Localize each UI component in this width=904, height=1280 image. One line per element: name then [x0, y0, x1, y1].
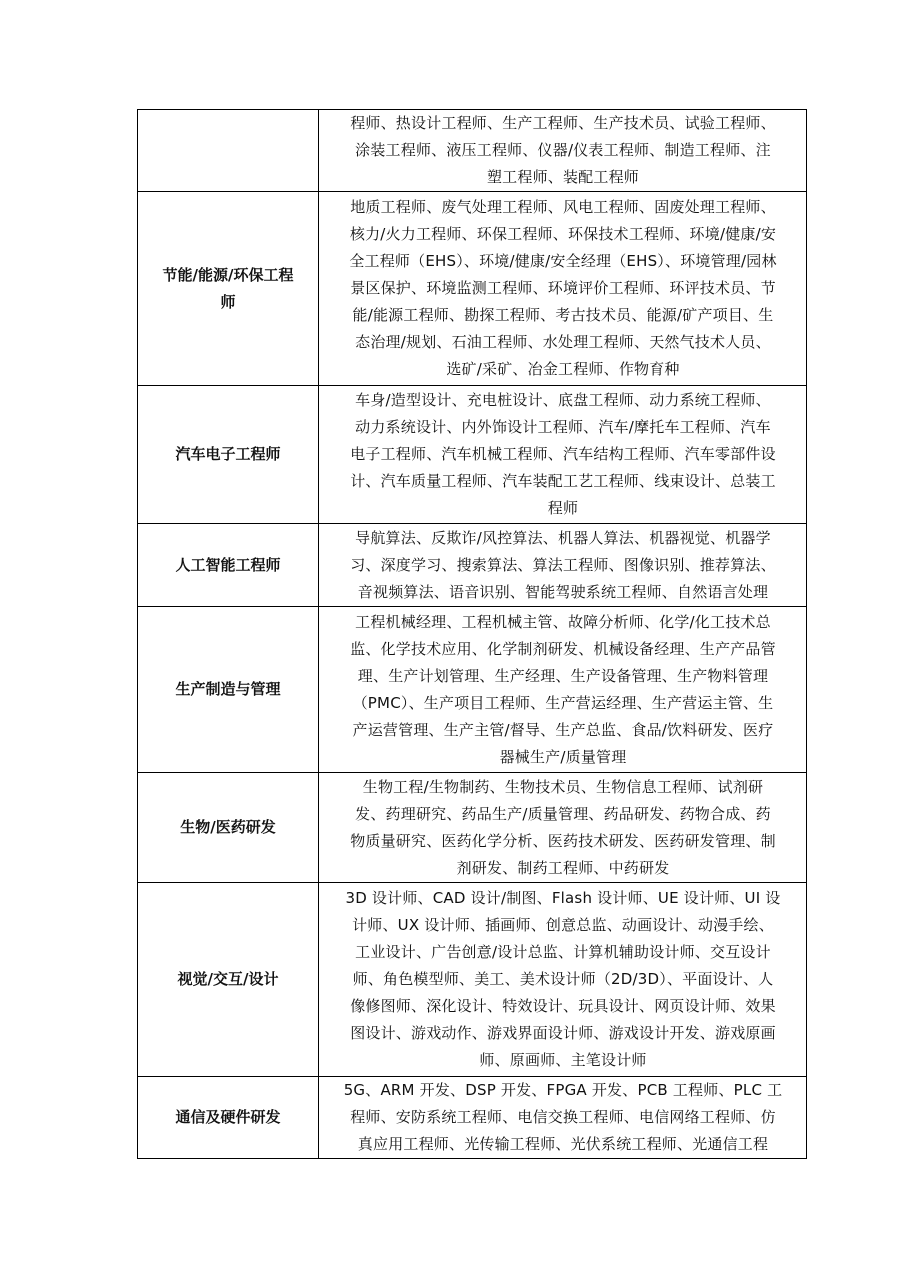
job-table-body	[138, 110, 807, 1159]
job-titles-cell	[319, 773, 807, 883]
job-titles-cell	[319, 607, 807, 773]
job-titles-line: 师、角色模型师、美工、美术设计师（2D/3D）、平面设计、人	[352, 970, 774, 988]
job-titles-cell	[319, 110, 807, 192]
job-titles-line: 发、药理研究、药品生产/质量管理、药品研发、药物合成、药	[355, 804, 771, 823]
category-cell: 生产制造与管理	[138, 607, 319, 773]
job-titles-cell	[319, 386, 807, 524]
category-cell: 通信及硬件研发	[138, 1077, 319, 1159]
job-titles-line: 导航算法、反欺诈/风控算法、机器人算法、机器视觉、机器学	[355, 528, 771, 547]
job-titles-line: 监、化学技术应用、化学制剂研发、机械设备经理、生产产品管	[350, 639, 776, 658]
job-titles-line: 师、原画师、主笔设计师	[479, 1051, 647, 1069]
job-titles-line: 核力/火力工程师、环保工程师、环保技术工程师、环境/健康/安	[349, 225, 777, 243]
table-row	[138, 773, 807, 883]
job-titles-line: 能/能源工程师、勘探工程师、考古技术员、能源/矿产项目、生	[352, 306, 774, 324]
job-titles-line: 图设计、游戏动作、游戏界面设计师、游戏设计开发、游戏原画	[350, 1024, 776, 1042]
job-titles-line: 3D 设计师、CAD 设计/制图、Flash 设计师、UE 设计师、UI 设	[345, 889, 781, 907]
job-titles-line: 产运营管理、生产主管/督导、生产总监、食品/饮料研发、医疗	[352, 720, 774, 739]
job-titles-line: 全工程师（EHS）、环境/健康/安全经理（EHS）、环境管理/园林	[349, 252, 777, 270]
job-titles-line: 态治理/规划、石油工程师、水处理工程师、天然气技术人员、	[355, 333, 771, 351]
job-titles-line: 生物工程/生物制药、生物技术员、生物信息工程师、试剂研	[362, 777, 764, 796]
table-row	[138, 524, 807, 607]
job-titles-line: 工业设计、广告创意/设计总监、计算机辅助设计师、交互设计	[355, 943, 771, 961]
category-cell: 汽车电子工程师	[138, 386, 319, 524]
job-titles-line: 地质工程师、废气处理工程师、风电工程师、固废处理工程师、	[350, 198, 776, 216]
job-titles-line: 塑工程师、装配工程师	[486, 168, 639, 186]
job-titles-line: 习、深度学习、搜索算法、算法工程师、图像识别、推荐算法、	[350, 555, 776, 574]
job-titles-line: 电子工程师、汽车机械工程师、汽车结构工程师、汽车零部件设	[350, 445, 776, 463]
job-titles-line: 器械生产/质量管理	[499, 747, 627, 766]
table-row	[138, 607, 807, 773]
job-titles-line: 真应用工程师、光传输工程师、光伏系统工程师、光通信工程	[357, 1135, 769, 1153]
job-titles-line: 景区保护、环境监测工程师、环境评价工程师、环评技术员、节	[350, 279, 776, 297]
job-titles-line: 剂研发、制药工程师、中药研发	[456, 858, 670, 877]
table-row	[138, 192, 807, 386]
job-titles-line: 5G、ARM 开发、DSP 开发、FPGA 开发、PCB 工程师、PLC 工	[343, 1081, 783, 1099]
job-titles-cell	[319, 524, 807, 607]
job-titles-line: 车身/造型设计、充电桩设计、底盘工程师、动力系统工程师、	[355, 391, 771, 409]
job-titles-cell	[319, 883, 807, 1077]
category-cell: 生物/医药研发	[138, 773, 319, 883]
job-titles-line: 程师、热设计工程师、生产工程师、生产技术员、试验工程师、	[350, 114, 776, 132]
job-titles-line: 动力系统设计、内外饰设计工程师、汽车/摩托车工程师、汽车	[355, 418, 771, 436]
job-titles-line: 理、生产计划管理、生产经理、生产设备管理、生产物料管理	[357, 666, 769, 685]
job-titles-line: 计师、UX 设计师、插画师、创意总监、动画设计、动漫手绘、	[352, 916, 774, 934]
job-titles-line: 音视频算法、语音识别、智能驾驶系统工程师、自然语言处理	[357, 582, 769, 601]
job-titles-cell	[319, 192, 807, 386]
table-row	[138, 1077, 807, 1159]
job-titles-line: 程师、安防系统工程师、电信交换工程师、电信网络工程师、仿	[350, 1108, 776, 1126]
category-cell: 视觉/交互/设计	[138, 883, 319, 1077]
job-titles-cell	[319, 1077, 807, 1159]
job-titles-line: 选矿/采矿、冶金工程师、作物育种	[446, 360, 680, 378]
job-titles-line: 计、汽车质量工程师、汽车装配工艺工程师、线束设计、总装工	[350, 472, 776, 490]
category-cell: 节能/能源/环保工程师	[138, 192, 319, 386]
job-titles-line: （PMC）、生产项目工程师、生产营运经理、生产营运主管、生	[352, 693, 774, 712]
table-row	[138, 883, 807, 1077]
table-row	[138, 110, 807, 192]
category-cell	[138, 110, 319, 192]
job-titles-line: 涂装工程师、液压工程师、仪器/仪表工程师、制造工程师、注	[355, 141, 771, 159]
job-titles-line: 像修图师、深化设计、特效设计、玩具设计、网页设计师、效果	[350, 997, 776, 1015]
job-titles-line: 程师	[547, 499, 579, 517]
table-row	[138, 386, 807, 524]
job-titles-line: 工程机械经理、工程机械主管、故障分析师、化学/化工技术总	[355, 612, 771, 631]
job-category-table	[137, 109, 807, 1159]
category-cell: 人工智能工程师	[138, 524, 319, 607]
job-titles-line: 物质量研究、医药化学分析、医药技术研发、医药研发管理、制	[350, 831, 776, 850]
